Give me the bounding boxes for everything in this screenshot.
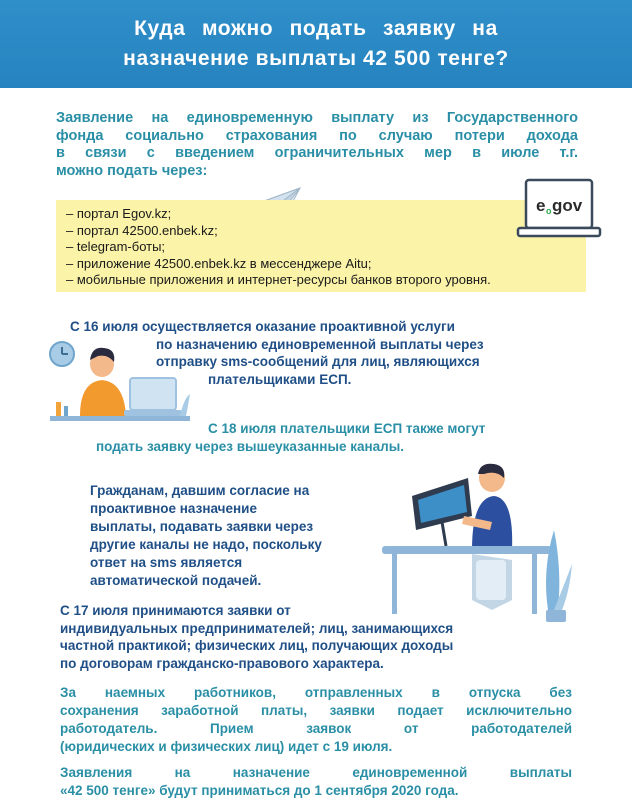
entrepreneurs-line: С 17 июля принимаются заявки от bbox=[60, 603, 291, 618]
proactive-line: по назначению единовременной выплаты через bbox=[156, 336, 484, 352]
channel-item: – портал Egov.kz; bbox=[66, 206, 172, 221]
channel-item: – telegram-боты; bbox=[66, 239, 166, 254]
proactive-line: отправку sms-сообщений для лиц, являющихся bbox=[156, 354, 480, 369]
esp-payers-line: С 18 июля плательщики ЕСП также могут bbox=[208, 421, 486, 436]
channel-item: – портал 42500.enbek.kz; bbox=[66, 222, 218, 238]
proactive-line: С 16 июля осуществляется оказание проактивной услуги bbox=[70, 319, 455, 334]
entrepreneurs-line: частной практикой; физических лиц, получающих доходы bbox=[60, 638, 454, 653]
deadline-line: Заявления на назначение единовременной выплаты bbox=[60, 765, 572, 780]
employees-line: (юридических и физических лиц) идет с 19 июля. bbox=[60, 739, 393, 754]
header-banner bbox=[0, 0, 632, 88]
employees-paragraph bbox=[60, 684, 572, 756]
deadline-line: «42 500 тенге» будут приниматься до 1 сентября 2020 года. bbox=[60, 783, 459, 798]
channels-list bbox=[66, 206, 491, 289]
employees-line: сохранения заработной платы, заявки подает исключительно bbox=[60, 703, 572, 718]
title-line-2: назначение выплаты 42 500 тенге? bbox=[123, 47, 509, 70]
proactive-line: плательщиками ЕСП. bbox=[208, 371, 352, 387]
consent-line: автоматической подачей. bbox=[90, 573, 262, 588]
page-title bbox=[0, 14, 632, 74]
channel-item: – мобильные приложения и интернет-ресурсы банков второго уровня. bbox=[66, 272, 491, 287]
channels-highlight-box bbox=[56, 200, 586, 292]
title-line-1: Куда можно подать заявку на bbox=[134, 17, 498, 40]
employees-line: работодатель. Прием заявок от работодателей bbox=[60, 721, 572, 736]
egov-laptop-icon bbox=[516, 178, 602, 242]
intro-line: в связи с введением ограничительных мер в июле т.г. bbox=[56, 145, 578, 161]
consent-paragraph bbox=[90, 482, 365, 590]
consent-line: ответ на sms является bbox=[90, 555, 243, 570]
intro-line: можно подать через: bbox=[56, 162, 208, 179]
entrepreneurs-paragraph bbox=[60, 602, 580, 672]
consent-line: другие каналы не надо, поскольку bbox=[90, 537, 322, 552]
entrepreneurs-line: индивидуальных предпринимателей; лиц, занимающихся bbox=[60, 620, 454, 636]
person-desk-illustration bbox=[372, 460, 572, 625]
intro-line: Заявление на единовременную выплату из Государственного bbox=[56, 110, 578, 126]
consent-line: проактивное назначение bbox=[90, 501, 257, 516]
egov-e-text: e bbox=[536, 196, 546, 215]
egov-gov-text: gov bbox=[552, 196, 583, 215]
esp-payers-paragraph bbox=[96, 420, 556, 456]
esp-payers-line: подать заявку через вышеуказанные каналы. bbox=[96, 439, 405, 454]
deadline-paragraph bbox=[60, 764, 572, 800]
intro-line: фонда социально страхования по случаю потери дохода bbox=[56, 127, 578, 144]
consent-line: выплаты, подавать заявки через bbox=[90, 519, 314, 534]
channel-item: – приложение 42500.enbek.kz в мессенджере Aitu; bbox=[66, 255, 372, 271]
consent-line: Гражданам, давшим согласие на bbox=[90, 483, 310, 498]
intro-paragraph bbox=[56, 110, 578, 180]
entrepreneurs-line: по договорам гражданско-правового характера. bbox=[60, 655, 384, 671]
egov-o-text: o bbox=[546, 206, 552, 216]
employees-line: За наемных работников, отправленных в отпуска без bbox=[60, 685, 572, 700]
